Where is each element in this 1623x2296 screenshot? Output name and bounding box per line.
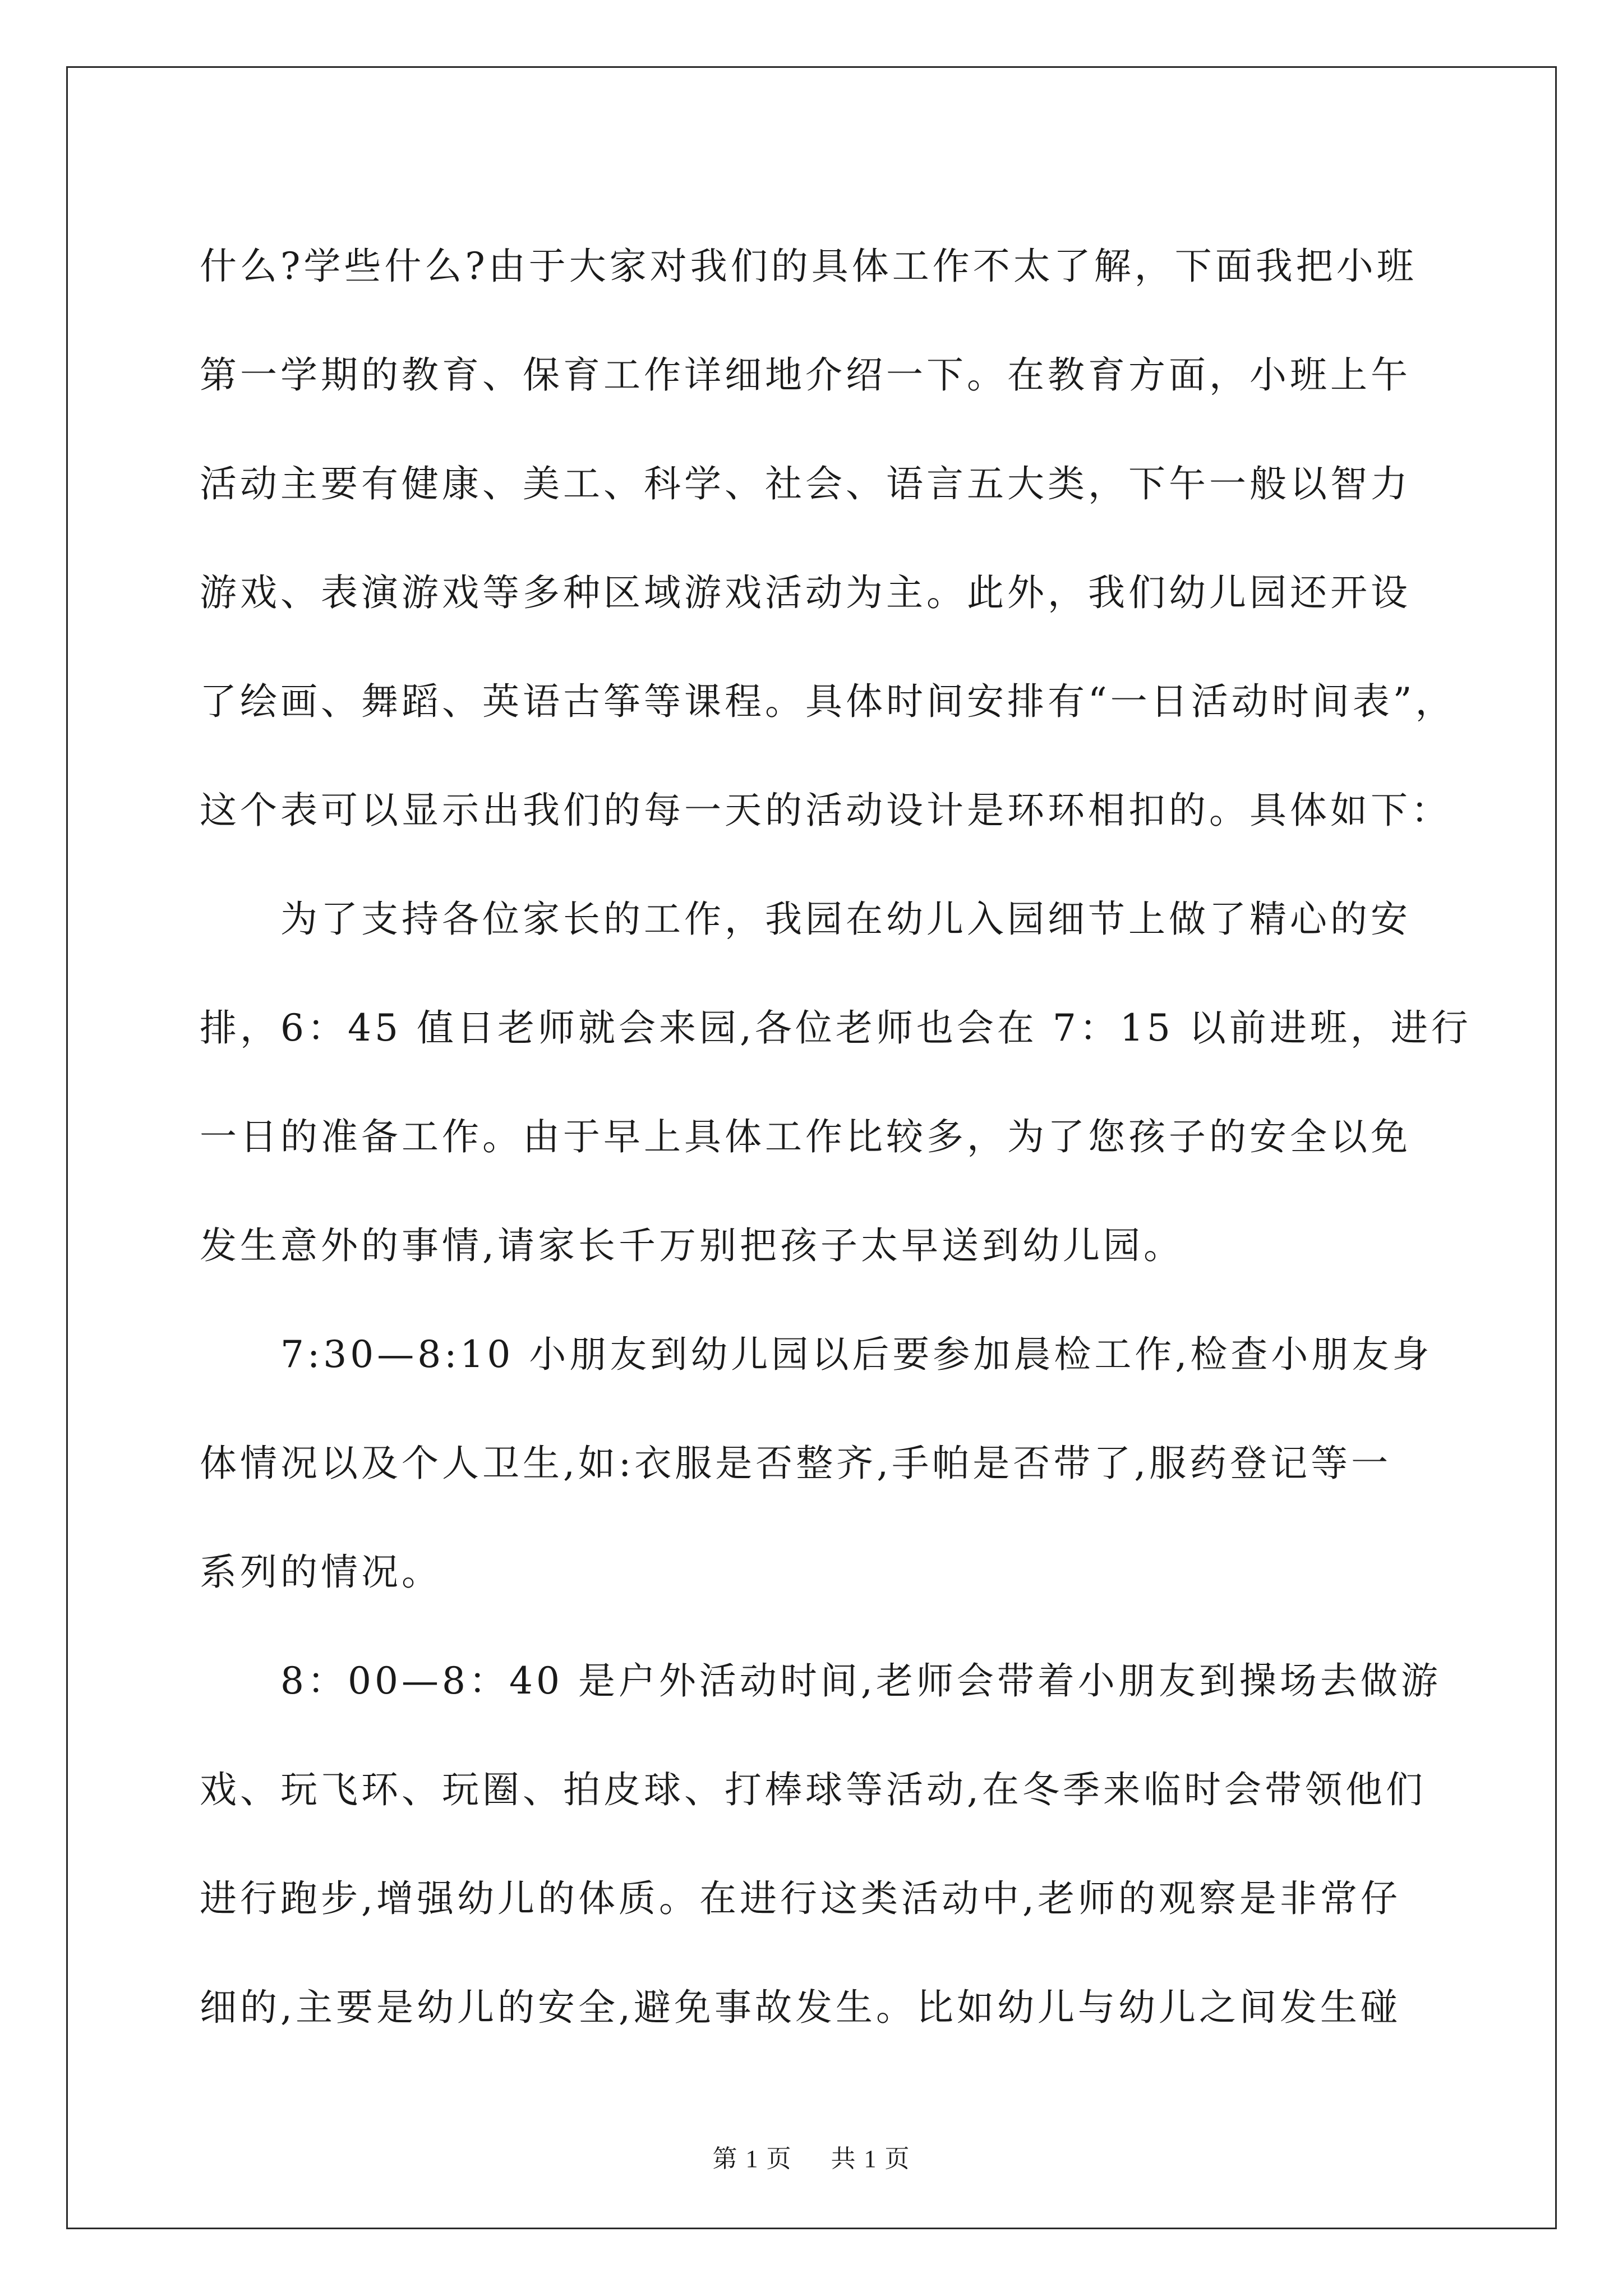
text-line: 什么?学些什么?由于大家对我们的具体工作不太了解，下面我把小班 (200, 245, 1417, 288)
text-line: 8：00—8：40 是户外活动时间,老师会带着小朋友到操场去做游 (200, 1659, 1441, 1703)
text-line: 戏、玩飞环、玩圈、拍皮球、打棒球等活动,在冬季来临时会带领他们 (200, 1768, 1426, 1811)
text-line: 排，6：45 值日老师就会来园,各位老师也会在 7：15 以前进班，进行 (200, 1006, 1472, 1050)
text-line: 7:30—8:10 小朋友到幼儿园以后要参加晨检工作,检查小朋友身 (200, 1333, 1433, 1376)
page-footer (0, 2138, 1623, 2174)
text-line: 第一学期的教育、保育工作详细地介绍一下。在教育方面，小班上午 (200, 353, 1411, 397)
body-text (200, 212, 1472, 2062)
text-line: 了绘画、舞蹈、英语古筝等课程。具体时间安排有“一日活动时间表”， (200, 680, 1456, 723)
text-line: 体情况以及个人卫生,如:衣服是否整齐,手帕是否带了,服药登记等一 (200, 1442, 1392, 1485)
text-line: 发生意外的事情,请家长千万别把孩子太早送到幼儿园。 (200, 1224, 1184, 1267)
text-line: 一日的准备工作。由于早上具体工作比较多，为了您孩子的安全以免 (200, 1115, 1411, 1158)
text-line: 为了支持各位家长的工作，我园在幼儿入园细节上做了精心的安 (200, 898, 1411, 941)
text-line: 系列的情况。 (200, 1550, 442, 1594)
text-line: 进行跑步,增强幼儿的体质。在进行这类活动中,老师的观察是非常仔 (200, 1877, 1401, 1920)
text-line: 这个表可以显示出我们的每一天的活动设计是环环相扣的。具体如下： (200, 789, 1451, 832)
text-line: 游戏、表演游戏等多种区域游戏活动为主。此外，我们幼儿园还开设 (200, 571, 1411, 614)
page-number-total: 共 1 页 (831, 2145, 911, 2173)
text-line: 活动主要有健康、美工、科学、社会、语言五大类，下午一般以智力 (200, 462, 1411, 505)
text-line: 细的,主要是幼儿的安全,避免事故发生。比如幼儿与幼儿之间发生碰 (200, 1986, 1401, 2029)
page-number-current: 第 1 页 (712, 2145, 792, 2173)
